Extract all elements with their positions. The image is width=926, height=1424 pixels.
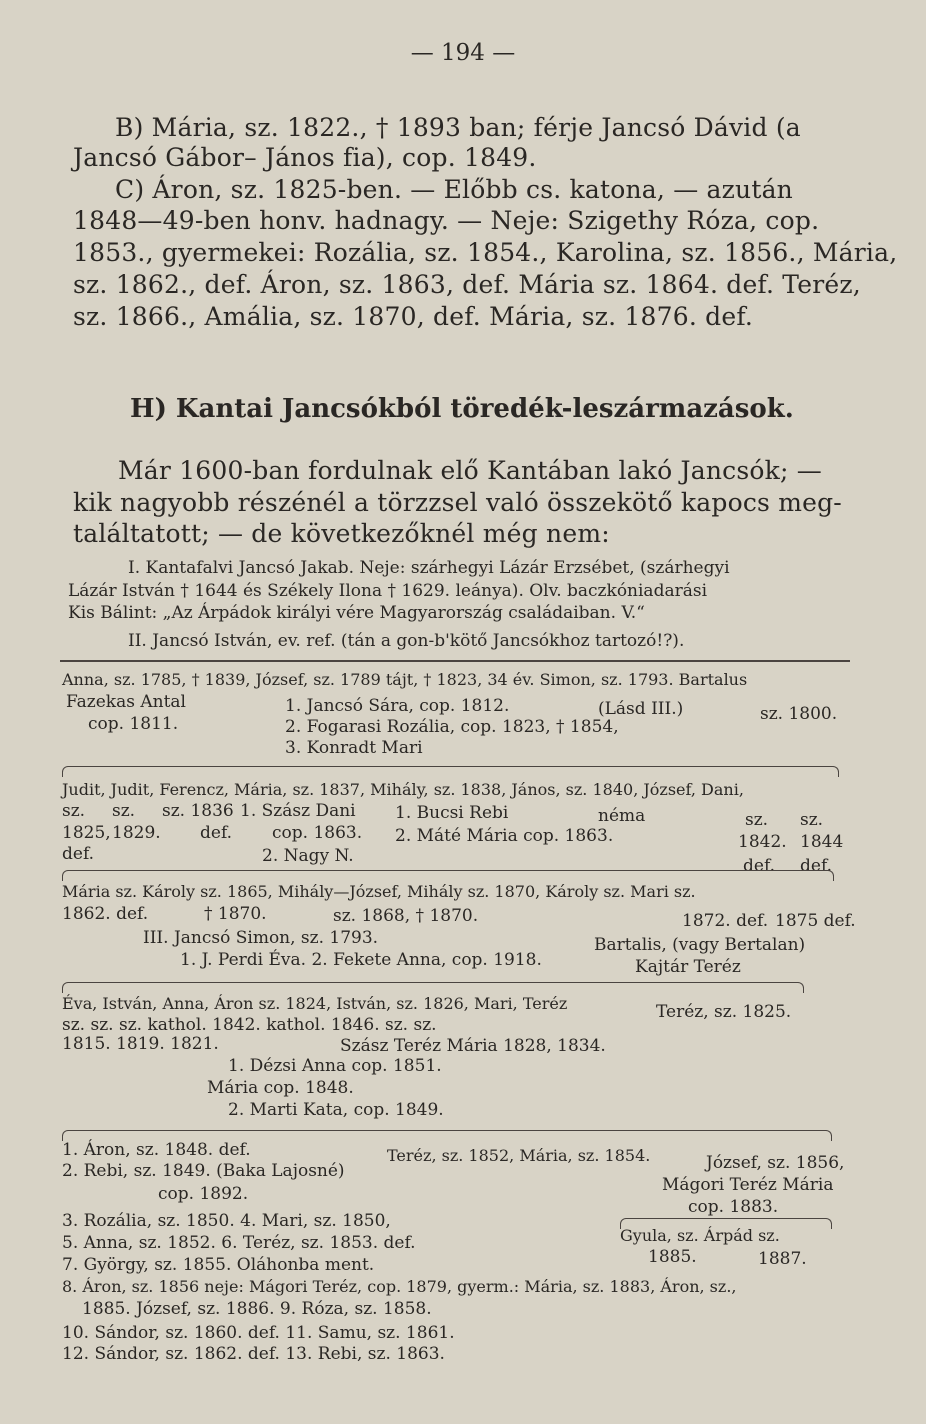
tree-5-cop-1883: cop. 1883. [688,1197,779,1217]
tree-2-sz-b: sz. [112,801,136,821]
tree-1-wife-3: 3. Konradt Mari [285,738,423,758]
tree-5-child-3-4: 3. Rozália, sz. 1850. 4. Mari, sz. 1850, [62,1211,391,1231]
note-2: II. Jancsó István, ev. ref. (tán a gon-b'kötő Jancsókhoz tartozó!?). [128,631,685,651]
tree-2-year-1829: 1829. [112,823,161,843]
tree-5-gyula-arpad: Gyula, sz. Árpád sz. [620,1226,780,1245]
tree-2-cop-1863: cop. 1863. [272,823,363,843]
section-c-line-3: 1853., gyermekei: Rozália, sz. 1854., Karolina, sz. 1856., Mária, [73,238,898,267]
tree-4-header: Éva, István, Anna, Áron sz. 1824, István, sz. 1826, Mari, Teréz [62,994,568,1013]
tree-5-cop-1892: cop. 1892. [158,1184,249,1204]
tree-5-child-8-cont: 1885. József, sz. 1886. 9. Róza, sz. 1858. [82,1299,432,1319]
tree-1-wife-2: 2. Fogarasi Rozália, cop. 1823, † 1854, [285,717,619,737]
tree-3-wives: 1. J. Perdi Éva. 2. Fekete Anna, cop. 1918. [180,950,542,970]
tree-4-bracket [62,982,804,993]
tree-2-spouse-2: 2. Nagy N. [262,846,354,866]
tree-4-szasz-terez: Szász Teréz Mária 1828, 1834. [340,1036,606,1056]
tree-5-child-10-11: 10. Sándor, sz. 1860. def. 11. Samu, sz. 1861. [62,1323,455,1343]
tree-2-spouse-mihaly-1: 1. Bucsi Rebi [395,803,509,823]
divider-rule [60,660,850,662]
tree-2-def-c: def. [743,856,776,876]
tree-2-year-1842: 1842. [738,832,787,852]
note-1-line-1: I. Kantafalvi Jancsó Jakab. Neje: szárhegyi Lázár Erzsébet, (szárhegyi [128,558,730,578]
tree-5-child-5-6: 5. Anna, sz. 1852. 6. Teréz, sz. 1853. def. [62,1233,416,1253]
tree-4-dezsi-anna: 1. Dézsi Anna cop. 1851. [228,1056,442,1076]
tree-3-karoly-1872: 1872. def. [682,911,769,931]
tree-4-marti-kata: 2. Marti Kata, cop. 1849. [228,1100,444,1120]
tree-3-header: Mária sz. Károly sz. 1865, Mihály—József, Mihály sz. 1870, Károly sz. Mari sz. [62,882,696,901]
page-number: — 194 — [410,40,516,66]
section-c-line-1: C) Áron, sz. 1825-ben. — Előbb cs. katona, — azután [115,175,793,204]
tree-5-child-1: 1. Áron, sz. 1848. def. [62,1140,251,1160]
tree-2-year-1844: 1844 [800,832,844,852]
tree-3-bracket [62,870,834,881]
intro-line-3: találtatott; — de következőknél még nem: [73,519,610,548]
tree-3-mihaly-jozsef: sz. 1868, † 1870. [333,906,479,926]
tree-2-mute: néma [598,806,646,826]
section-c-line-4: sz. 1862., def. Áron, sz. 1863, def. Mária sz. 1864. def. Teréz, [73,270,861,299]
tree-4-years: 1815. 1819. 1821. [62,1034,219,1054]
section-heading: H) Kantai Jancsókból töredék-leszármazások. [130,394,794,424]
tree-2-header: Judit, Judit, Ferencz, Mária, sz. 1837, Mihály, sz. 1838, János, sz. 1840, József, Dani, [62,780,744,799]
tree-5-child-12-13: 12. Sándor, sz. 1862. def. 13. Rebi, sz. 1863. [62,1344,445,1364]
tree-2-def-d: def. [800,856,833,876]
tree-1-see-ref: (Lásd III.) [598,699,684,719]
tree-5-child-2: 2. Rebi, sz. 1849. (Baka Lajosné) [62,1161,345,1181]
tree-2-spouse-1: 1. Szász Dani [240,801,356,821]
tree-1-header: Anna, sz. 1785, † 1839, József, sz. 1789 tájt, † 1823, 34 év. Simon, sz. 1793. Bartalus [62,670,748,689]
tree-2-sz-c: sz. [745,810,769,830]
tree-5-child-7: 7. György, sz. 1855. Oláhonba ment. [62,1255,375,1275]
tree-5-magori-teres: Mágori Teréz Mária [662,1175,834,1195]
tree-2-def-b: def. [62,844,95,864]
tree-5-child-8: 8. Áron, sz. 1856 neje: Mágori Teréz, cop. 1879, gyerm.: Mária, sz. 1883, Áron, sz., [62,1277,737,1296]
tree-1-born: sz. 1800. [760,704,838,724]
tree-5-terez-maria: Teréz, sz. 1852, Mária, sz. 1854. [387,1146,651,1165]
tree-2-born-1836: sz. 1836 [162,801,234,821]
note-1-line-2: Lázár István † 1644 és Székely Ilona † 1629. leánya). Olv. baczkóniadarási [68,581,708,601]
tree-4-terez: Teréz, sz. 1825. [656,1002,792,1022]
tree-4-maria-cop: Mária cop. 1848. [207,1078,354,1098]
section-b-line-2: Jancsó Gábor– János fia), cop. 1849. [73,143,537,172]
tree-1-spouse: Fazekas Antal [66,692,186,712]
tree-3-karoly-died: † 1870. [204,904,267,924]
tree-3-mari-1875: 1875 def. [775,911,856,931]
tree-2-sz-d: sz. [800,810,824,830]
tree-3-maria-1862: 1862. def. [62,904,149,924]
section-b-line-1: B) Mária, sz. 1822., † 1893 ban; férje Jancsó Dávid (a [115,113,801,142]
section-c-line-5: sz. 1866., Amália, sz. 1870, def. Mária, sz. 1876. def. [73,302,754,331]
tree-1-spouse-cop: cop. 1811. [88,714,179,734]
tree-5-year-1885: 1885. [648,1247,697,1267]
tree-3-bartalis: Bartalis, (vagy Bertalan) [594,935,806,955]
tree-2-year-1825: 1825, [62,823,111,843]
intro-line-2: kik nagyobb részénél a törzzsel való összekötő kapocs meg- [73,488,842,517]
tree-4-sz-row: sz. sz. sz. kathol. 1842. kathol. 1846. sz. sz. [62,1015,437,1035]
tree-2-spouse-mihaly-2: 2. Máté Mária cop. 1863. [395,826,614,846]
tree-2-bracket [62,766,839,777]
tree-5-year-1887: 1887. [758,1249,807,1269]
tree-2-def-a: def. [200,823,233,843]
section-c-line-2: 1848—49-ben honv. hadnagy. — Neje: Szigethy Róza, cop. [73,206,820,235]
tree-3-jancso-simon: III. Jancsó Simon, sz. 1793. [143,928,379,948]
tree-1-wife-1: 1. Jancsó Sára, cop. 1812. [285,696,510,716]
tree-2-sz-a: sz. [62,801,86,821]
tree-5-jozsef: József, sz. 1856, [706,1153,845,1173]
tree-3-kajtar-terez: Kajtár Teréz [635,957,741,977]
note-1-line-3: Kis Bálint: „Az Árpádok királyi vére Magyarország családaiban. V.“ [68,603,645,623]
intro-line-1: Már 1600-ban fordulnak elő Kantában lakó Jancsók; — [118,456,822,485]
